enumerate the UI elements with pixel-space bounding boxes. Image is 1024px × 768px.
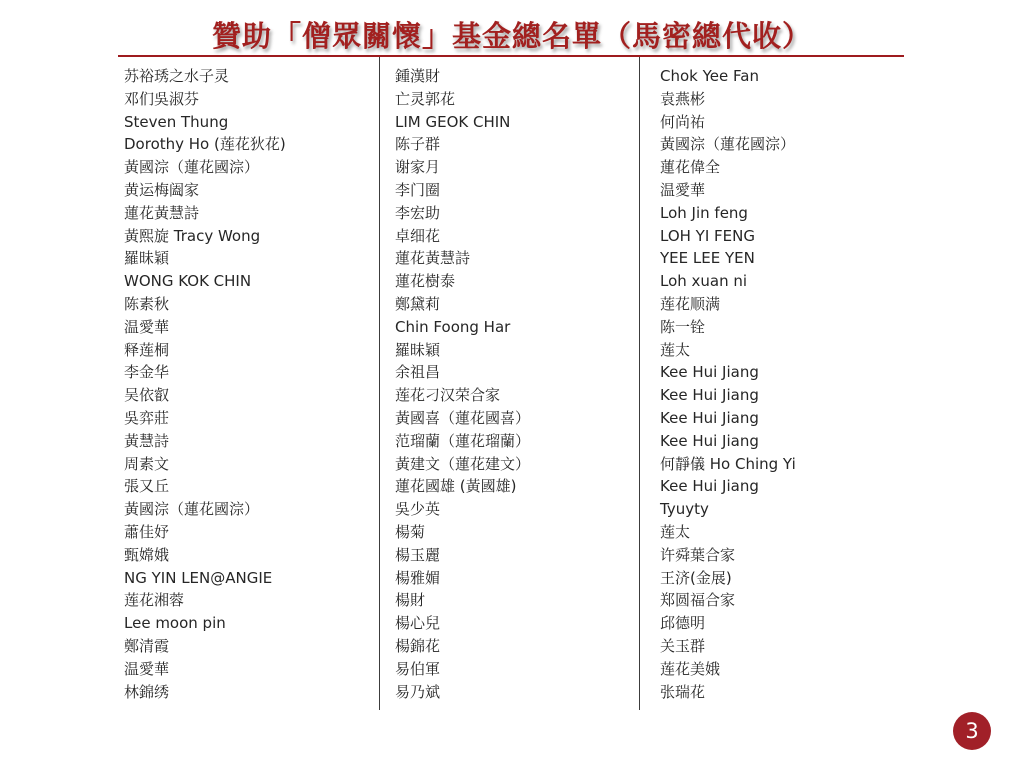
list-item: Dorothy Ho (莲花狄花) [124, 135, 286, 154]
list-item: 温愛華 [124, 659, 170, 678]
list-item: 蕭佳妤 [124, 522, 170, 541]
list-item: 莲花湘蓉 [124, 591, 185, 610]
list-item: 莲太 [660, 340, 691, 359]
list-item: 余祖昌 [395, 363, 441, 382]
list-item: 谢家月 [395, 158, 441, 177]
list-item: 羅昧穎 [124, 249, 170, 268]
list-item: LIM GEOK CHIN [395, 112, 511, 131]
list-item: 張又丘 [124, 477, 170, 496]
list-item: 释莲桐 [124, 340, 170, 359]
list-item: 吳少英 [395, 500, 441, 519]
list-item: 袁燕彬 [660, 89, 706, 108]
list-item: 林錦绣 [124, 682, 170, 701]
list-item: 李宏助 [395, 203, 441, 222]
list-item: 莲太 [660, 522, 691, 541]
list-item: Kee Hui Jiang [660, 431, 759, 450]
list-item: 何尚祐 [660, 112, 706, 131]
list-item: 李门圈 [395, 180, 441, 199]
list-item: 羅昧穎 [395, 340, 441, 359]
list-item: Steven Thung [124, 112, 229, 131]
list-item: LOH YI FENG [660, 226, 755, 245]
list-item: 陈素秋 [124, 294, 170, 313]
list-item: WONG KOK CHIN [124, 272, 252, 291]
list-item: 鍾漢財 [395, 67, 441, 85]
list-item: 邱德明 [660, 614, 706, 633]
list-item: Lee moon pin [124, 614, 226, 633]
list-item: Kee Hui Jiang [660, 386, 759, 405]
list-item: 温愛華 [660, 180, 706, 199]
list-item: 吳弈莊 [124, 408, 170, 427]
list-item: 李金华 [124, 363, 170, 382]
list-item: 楊心兒 [395, 614, 441, 633]
page-title: 贊助「僧眾關懷」基金總名單（馬密總代收） [211, 19, 812, 53]
list-item: 蓮花偉全 [660, 158, 721, 177]
list-item: 楊錦花 [395, 636, 441, 655]
list-item: 鄭黛莉 [395, 294, 441, 313]
list-item: Kee Hui Jiang [660, 408, 759, 427]
name-columns [118, 57, 918, 710]
list-item: 莲花刁汉荣合家 [395, 386, 501, 405]
list-item: 蓮花黃慧詩 [124, 203, 200, 222]
list-item: 莲花美娥 [660, 659, 721, 678]
list-item: 蓮花黃慧詩 [395, 249, 471, 268]
list-item: 许舜葉合家 [660, 545, 736, 564]
name-column-3 [639, 57, 918, 710]
list-item: NG YIN LEN@ANGIE [124, 568, 273, 587]
list-item: 楊菊 [395, 522, 426, 541]
list-item: 黃熙旋 Tracy Wong [124, 226, 261, 245]
list-item: 黃建文（蓮花建文） [395, 454, 531, 473]
name-column-2 [379, 57, 639, 710]
list-item: 郑圆福合家 [660, 591, 736, 610]
list-item: 黃國淙（蓮花國淙） [124, 500, 260, 519]
list-item: Loh xuan ni [660, 272, 748, 291]
page-number-badge [953, 712, 991, 750]
list-item: 鄭清霞 [124, 636, 170, 655]
list-item: 甄嫦娥 [124, 545, 170, 564]
list-item: 卓细花 [395, 226, 441, 245]
list-item: Chin Foong Har [395, 317, 511, 336]
list-item: 楊財 [395, 591, 426, 610]
list-item: Kee Hui Jiang [660, 363, 759, 382]
list-item: Chok Yee Fan [660, 67, 759, 85]
page-number: 3 [965, 719, 979, 743]
list-item: 苏裕琇之水子灵 [124, 67, 230, 85]
list-item: 蓮花樹泰 [395, 272, 456, 291]
list-item: 吴依叡 [124, 386, 170, 405]
list-item: 陈子群 [395, 135, 441, 154]
list-item: 蓮花國雄 (黃國雄) [395, 477, 517, 496]
name-column-1 [118, 57, 379, 710]
list-item: Tyuyty [660, 500, 709, 519]
list-item: Loh Jin feng [660, 203, 748, 222]
list-item: 邓们吳淑芬 [124, 89, 200, 108]
list-item: 周素文 [124, 454, 170, 473]
list-item: 陈一铨 [660, 317, 706, 336]
list-item: 黃國淙（蓮花國淙） [660, 135, 796, 154]
list-item: 黃慧詩 [124, 431, 170, 450]
list-item: 黃國淙（蓮花國淙） [124, 158, 260, 177]
list-item: 范瑠蘭（蓮花瑠蘭） [395, 431, 531, 450]
list-item: 王济(金展) [660, 568, 732, 587]
list-item: 易伯軍 [395, 659, 441, 678]
list-item: 何靜儀 Ho Ching Yi [660, 454, 796, 473]
list-item: Kee Hui Jiang [660, 477, 759, 496]
list-item: 黃國喜（蓮花國喜） [395, 408, 531, 427]
list-item: 楊雅媚 [395, 568, 441, 587]
list-item: YEE LEE YEN [660, 249, 755, 268]
list-item: 温愛華 [124, 317, 170, 336]
list-item: 张瑞花 [660, 682, 706, 701]
list-item: 关玉群 [660, 636, 706, 655]
list-item: 易乃斌 [395, 682, 441, 701]
list-item: 楊玉麗 [395, 545, 441, 564]
list-item: 黄运梅阖家 [124, 180, 200, 199]
list-item: 莲花顺满 [660, 294, 721, 313]
list-item: 亡灵郭花 [395, 89, 456, 108]
